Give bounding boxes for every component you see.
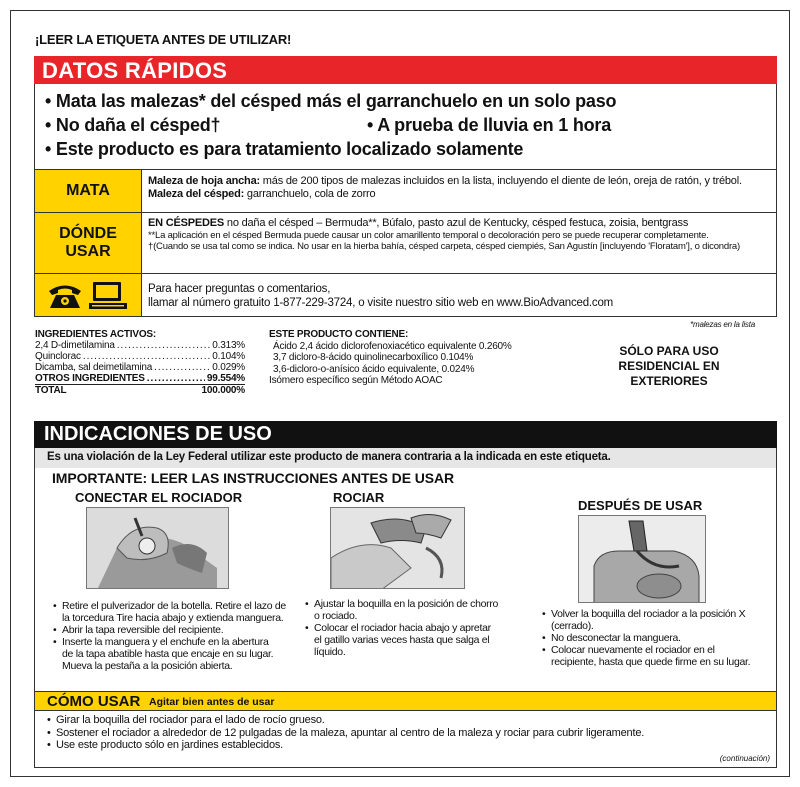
directions-panel <box>34 448 777 768</box>
contact-row <box>35 274 776 316</box>
on-lawns-text: no daña el césped – Bermuda**, Búfalo, pasto azul de Kentucky, césped festuca, zoisia, bentgrass <box>224 217 689 229</box>
where-label <box>35 213 142 273</box>
contact-text <box>148 282 772 310</box>
step1-title: CONECTAR EL ROCIADOR <box>75 490 243 505</box>
where-row <box>35 213 776 274</box>
step3-instructions <box>542 608 750 668</box>
ingredient-row: Quinclorac ..... 0.104% <box>35 351 245 362</box>
step2-instructions <box>305 598 498 658</box>
bermuda-note: **La aplicación en el césped Bermuda puede causar un color amarillento temporal o decoloración pero se puede recuperar completamente. <box>148 230 709 241</box>
how-to-use-title: CÓMO USAR <box>47 693 141 710</box>
contact-icons <box>35 274 142 316</box>
step1-item: • Retire el pulverizador de la botella. Retire el lazo de la torcedura Tire hacia abajo y extienda manguera. <box>53 600 286 624</box>
ingredient-row: Dicamba, sal deimetilamina ..... 0.029% <box>35 362 245 373</box>
contains-line: 3,7 dicloro-8-ácido quinolinecarboxílico 0.104% <box>273 352 474 363</box>
how-to-item: • Use este producto sólo en jardines establecidos. <box>47 739 644 752</box>
where-label-line1: DÓNDE <box>59 225 117 242</box>
step3-item: • No desconectar la manguera. <box>542 632 750 644</box>
grass-weed-text: garranchuelo, cola de zorro <box>244 188 376 200</box>
spray-photo <box>330 507 465 589</box>
kills-row <box>35 170 776 213</box>
connect-sprayer-photo <box>86 507 229 589</box>
step2-item: • Colocar el rociador hacia abajo y apretar el gatillo varias veces hasta que salga el líquido. <box>305 622 498 658</box>
how-to-item: • Girar la boquilla del rociador para el lado de rocío grueso. <box>47 714 644 727</box>
info-table <box>34 169 777 317</box>
kills-label: MATA <box>35 170 142 212</box>
quick-facts-list <box>34 84 777 169</box>
after-use-photo <box>578 515 706 603</box>
step2-title: ROCIAR <box>333 490 385 505</box>
step2-item: • Ajustar la boquilla en la posición de chorro o rociado. <box>305 598 498 622</box>
listed-weeds-footnote: *malezas en la lista <box>690 320 755 329</box>
step1-item: • Abrir la tapa reversible del recipiente. <box>53 624 286 636</box>
federal-law-notice: Es una violación de la Ley Federal utilizar este producto de manera contraria a la indicada en este etiqueta. <box>35 448 776 468</box>
active-ingredients <box>35 329 245 396</box>
hand-sprayer-image <box>87 508 229 589</box>
quick-fact-4: • Este producto es para tratamiento localizado solamente <box>45 139 524 159</box>
continued-note: (continuación) <box>719 754 770 763</box>
product-label <box>10 10 790 777</box>
step3-item: • Colocar nuevamente el rociador en el recipiente, hasta que quede firme en su lugar. <box>542 644 750 668</box>
contains-line: Ácido 2,4 ácido diclorofenoxiacético equivalente 0.260% <box>273 340 512 352</box>
quick-fact-1: • Mata las malezas* del césped más el garranchuelo en un solo paso <box>45 91 617 111</box>
ingredient-row: 2,4 D-dimetilamina ..... 0.313% <box>35 340 245 351</box>
product-contains <box>269 329 559 387</box>
ingredients-header: INGREDIENTES ACTIVOS: <box>35 329 156 340</box>
directions-banner <box>34 421 777 448</box>
phone-computer-icon <box>45 278 131 312</box>
quick-fact-2: • No daña el césped† <box>45 115 221 135</box>
other-ingredients-row: OTROS INGREDIENTES ..... 99.554% <box>35 373 245 384</box>
on-lawns-label: EN CÉSPEDES <box>148 217 225 229</box>
how-to-item: • Sostener el rociador a alrededor de 12 pulgadas de la maleza, apuntar al centro de la maleza y rociar para cubrir ligeramente. <box>47 727 644 740</box>
directions-title: INDICACIONES DE USO <box>44 423 272 445</box>
how-to-use-list <box>47 714 644 752</box>
hand-spraying-image <box>331 508 465 589</box>
contains-line: 3,6-dicloro-o-anísico ácido equivalente, 0.024% <box>273 363 475 375</box>
contains-header: ESTE PRODUCTO CONTIENE: <box>269 329 409 340</box>
residential-use-note: SÓLO PARA USO RESIDENCIAL EN EXTERIORES <box>618 344 720 388</box>
shake-well-note: Agitar bien antes de usar <box>149 696 275 708</box>
broadleaf-label: Maleza de hoja ancha: <box>148 175 260 187</box>
kills-text <box>148 175 772 201</box>
where-text <box>148 217 772 252</box>
read-label-warning: ¡LEER LA ETIQUETA ANTES DE UTILIZAR! <box>35 32 292 47</box>
dagger-note: †(Cuando se usa tal como se indica. No usar en la hierba bahía, césped carpeta, césped ciempiés, San Agustín [incluyendo 'Floratam'], o dicondra) <box>148 241 740 252</box>
contains-line: Isómero específico según Método AOAC <box>269 375 443 386</box>
grass-weed-label: Maleza del césped: <box>148 188 245 200</box>
step3-title: DESPUÉS DE USAR <box>578 498 703 513</box>
contact-line-1: Para hacer preguntas o comentarios, <box>148 283 331 295</box>
step1-item: • Inserte la manguera y el enchufe en la abertura de la tapa abatible hasta que encaje en su lugar. Mueva la pestaña a la posición abierta. <box>53 636 286 672</box>
where-label-line2: USAR <box>65 243 111 260</box>
contact-line-2[interactable]: llamar al número gratuito 1-877-229-3724, o visite nuestro sitio web en www.BioAdvanced.com <box>148 297 614 309</box>
quick-fact-3: • A prueba de lluvia en 1 hora <box>367 115 612 135</box>
total-row: TOTAL 100.000% <box>35 385 245 396</box>
quick-facts-title: DATOS RÁPIDOS <box>42 58 228 83</box>
quick-facts-banner <box>34 56 777 84</box>
step1-instructions <box>53 600 286 672</box>
step3-item: • Volver la boquilla del rociador a la posición X (cerrado). <box>542 608 750 632</box>
broadleaf-text: más de 200 tipos de malezas incluidos en la lista, incluyendo el diente de león, oreja de ratón, y trébol. <box>259 175 742 187</box>
jug-sprayer-image <box>579 516 706 603</box>
how-to-use-bar <box>35 691 776 711</box>
important-heading: IMPORTANTE: LEER LAS INSTRUCCIONES ANTES DE USAR <box>52 470 454 486</box>
